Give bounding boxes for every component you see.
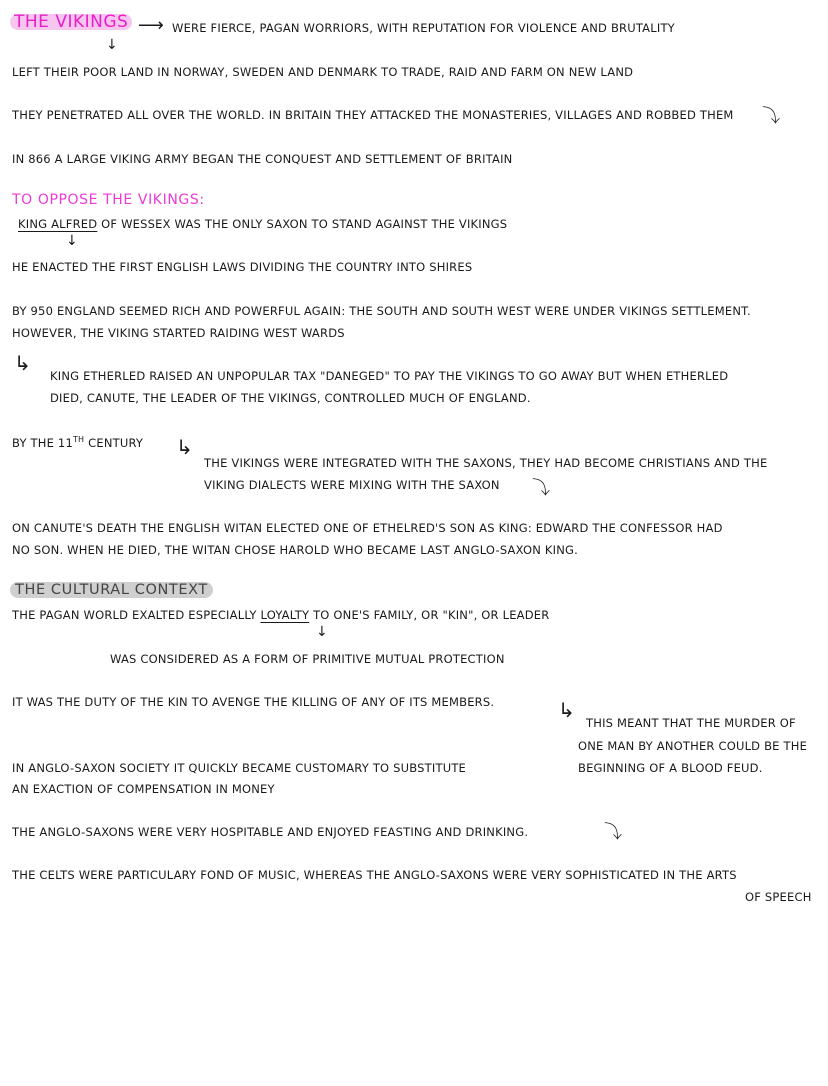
century-suffix: CENTURY (88, 435, 144, 450)
english-laws: HE ENACTED THE FIRST ENGLISH LAWS DIVIDING THE COUNTRY INTO SHIRES (12, 260, 473, 274)
hook-arrow-icon: ↳ (14, 351, 31, 375)
king-alfred-name: KING ALFRED (18, 217, 98, 231)
king-alfred-line (18, 217, 507, 231)
vikings-left-land: LEFT THEIR POOR LAND IN NORWAY, SWEDEN AND DENMARK TO TRADE, RAID AND FARM ON NEW LAND (12, 65, 634, 79)
arrow-down-icon: ↓ (316, 624, 328, 640)
england-950-line1: BY 950 ENGLAND SEEMED RICH AND POWERFUL AGAIN: THE SOUTH AND SOUTH WEST WERE UNDER VIKINGS SETTLEMENT. (12, 304, 751, 318)
celts-line1: THE CELTS WERE PARTICULARY FOND OF MUSIC, WHEREAS THE ANGLO-SAXONS WERE VERY SOPHISTICATED IN THE ARTS (12, 868, 737, 882)
arrow-right-icon: ⟶ (138, 15, 164, 36)
vikings-penetrated: THEY PENETRATED ALL OVER THE WORLD. IN BRITAIN THEY ATTACKED THE MONASTERIES, VILLAGES AND ROBBED THEM (12, 108, 734, 122)
loyalty-line (12, 608, 549, 622)
canute-death-line2: NO SON. WHEN HE DIED, THE WITAN CHOSE HAROLD WHO BECAME LAST ANGLO-SAXON KING. (12, 543, 578, 557)
arrow-down-icon: ↓ (66, 233, 78, 249)
hook-arrow-icon: ↳ (176, 435, 193, 459)
mutual-protection: WAS CONSIDERED AS A FORM OF PRIMITIVE MUTUAL PROTECTION (110, 652, 505, 666)
england-950-line2: HOWEVER, THE VIKING STARTED RAIDING WEST WARDS (12, 326, 345, 340)
vikings-integrated-line2: VIKING DIALECTS WERE MIXING WITH THE SAXON (204, 478, 500, 492)
eleventh-century (12, 433, 143, 450)
king-alfred-text: OF WESSEX WAS THE ONLY SAXON TO STAND AGAINST THE VIKINGS (101, 217, 508, 231)
canute-death-line1: ON CANUTE'S DEATH THE ENGLISH WITAN ELECTED ONE OF ETHELRED'S SON AS KING: EDWARD THE CONFESSOR HAD (12, 521, 723, 535)
heading-cultural-context: THE CULTURAL CONTEXT (10, 582, 213, 598)
century-prefix: BY THE 11 (12, 435, 73, 450)
blood-feud-line2: ONE MAN BY ANOTHER COULD BE THE (578, 739, 808, 753)
heading-oppose-vikings: TO OPPOSE THE VIKINGS: (12, 192, 205, 208)
title-the-vikings: THE VIKINGS (10, 14, 132, 30)
compensation-line2: AN EXACTION OF COMPENSATION IN MONEY (12, 782, 275, 796)
hospitable-line: THE ANGLO-SAXONS WERE VERY HOSPITABLE AND ENJOYED FEASTING AND DRINKING. (12, 825, 529, 839)
loyalty-pre: THE PAGAN WORLD EXALTED ESPECIALLY (12, 608, 257, 622)
curved-arrow-down-icon: ⤵ (762, 106, 780, 127)
etherled-line2: DIED, CANUTE, THE LEADER OF THE VIKINGS, CONTROLLED MUCH OF ENGLAND. (50, 391, 531, 405)
vikings-integrated-line1: THE VIKINGS WERE INTEGRATED WITH THE SAXONS, THEY HAD BECOME CHRISTIANS AND THE (204, 456, 768, 470)
kin-duty: IT WAS THE DUTY OF THE KIN TO AVENGE THE KILLING OF ANY OF ITS MEMBERS. (12, 695, 495, 709)
curved-arrow-down-icon: ⤵ (532, 478, 550, 499)
loyalty-post: TO ONE'S FAMILY, OR "KIN", OR LEADER (313, 608, 550, 622)
etherled-line1: KING ETHERLED RAISED AN UNPOPULAR TAX "DANEGED" TO PAY THE VIKINGS TO GO AWAY BUT WHEN ETHERLED (50, 369, 729, 383)
century-sup: TH (72, 435, 85, 444)
viking-army-866: IN 866 A LARGE VIKING ARMY BEGAN THE CONQUEST AND SETTLEMENT OF BRITAIN (12, 152, 513, 166)
compensation-line1: IN ANGLO-SAXON SOCIETY IT QUICKLY BECAME CUSTOMARY TO SUBSTITUTE (12, 761, 467, 775)
vikings-description: WERE FIERCE, PAGAN WORRIORS, WITH REPUTATION FOR VIOLENCE AND BRUTALITY (172, 21, 675, 35)
arrow-down-icon: ↓ (106, 37, 118, 53)
loyalty-word: LOYALTY (260, 608, 310, 622)
hook-arrow-icon: ↳ (558, 698, 575, 722)
blood-feud-line3: BEGINNING OF A BLOOD FEUD. (578, 761, 763, 775)
celts-line2: OF SPEECH (745, 890, 812, 904)
blood-feud-line1: THIS MEANT THAT THE MURDER OF (586, 716, 796, 730)
curved-arrow-down-icon: ⤵ (604, 822, 622, 843)
